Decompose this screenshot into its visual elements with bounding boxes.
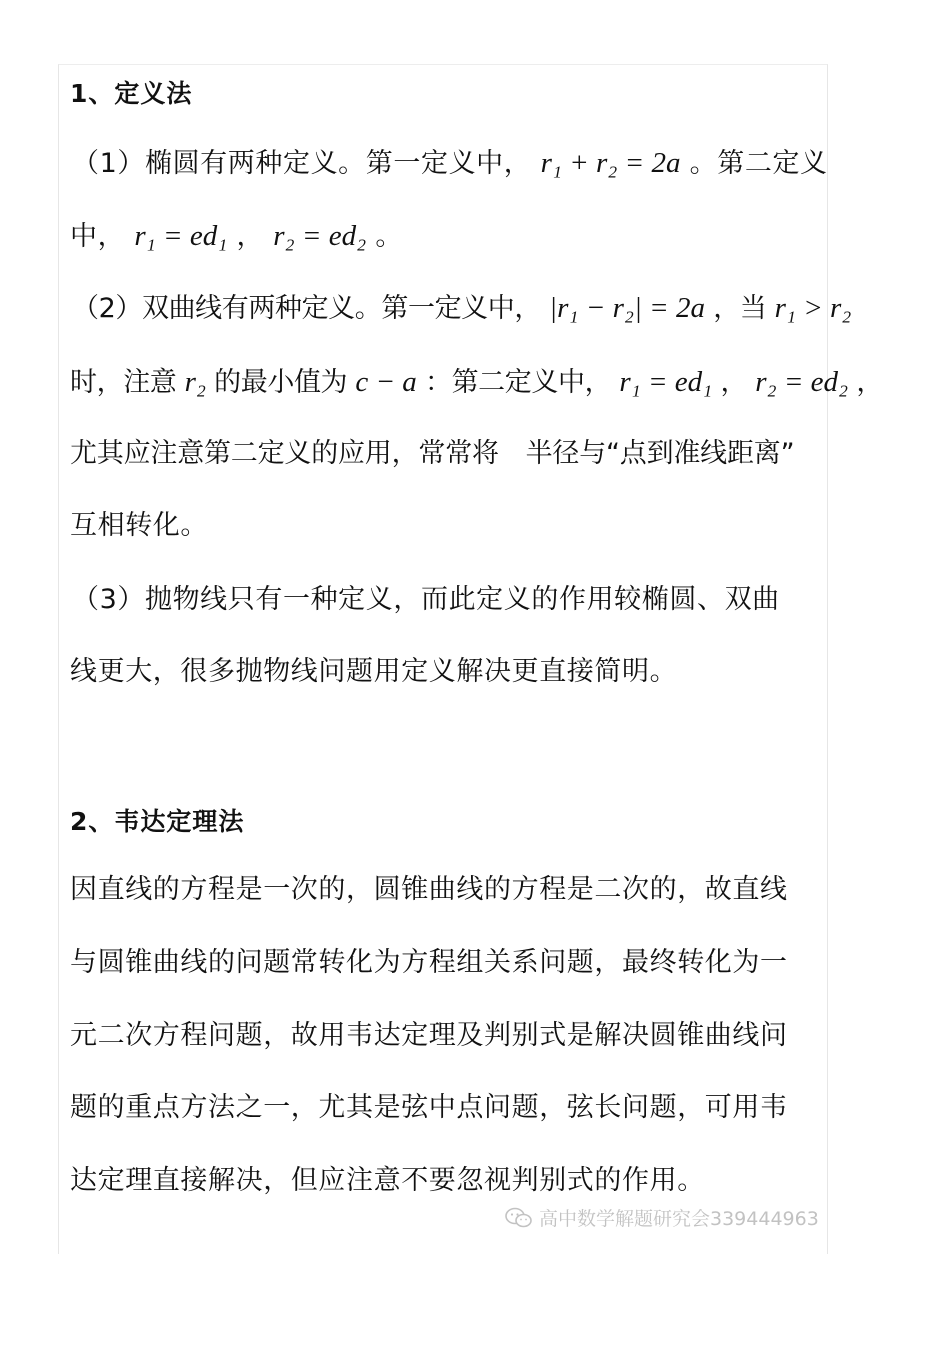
r2-variable: r₂	[184, 366, 206, 398]
section-1-heading: 1、定义法	[70, 79, 193, 108]
ellipse-first-definition-formula: r₁ + r₂ = 2a	[540, 147, 681, 179]
p2-line-2-prefix: 时，注意	[70, 367, 177, 398]
p2-line-1-mid: ，当	[713, 293, 767, 324]
p3-line-1: （3）抛物线只有一种定义，而此定义的作用较椭圆、双曲	[72, 584, 780, 615]
ellipse-second-definition-formula-b: r₂ = ed₂	[273, 220, 367, 252]
wechat-icon	[505, 1207, 533, 1229]
ellipse-second-definition-formula-a: r₁ = ed₁	[134, 220, 228, 252]
p2-line-2-sep: ，	[720, 367, 748, 398]
section-2-heading: 2、韦达定理法	[70, 807, 245, 836]
p2-line-2-suffix: ，	[856, 367, 883, 398]
hyperbola-first-definition-formula: |r₁ − r₂| = 2a	[549, 292, 705, 324]
p2-line-2-mid2: ：第二定义中，	[424, 367, 612, 398]
p1-line-1	[72, 145, 828, 182]
s2-line-5: 达定理直接解决，但应注意不要忽视判别式的作用。	[70, 1165, 705, 1196]
p1-line-1-suffix: 。第二定义	[689, 148, 828, 179]
s2-line-1: 因直线的方程是一次的，圆锥曲线的方程是二次的，故直线	[70, 874, 788, 905]
p1-line-2	[70, 218, 403, 255]
watermark	[505, 1204, 819, 1231]
p2-line-3: 尤其应注意第二定义的应用，常常将 半径与“点到准线距离”	[70, 438, 795, 469]
p1-line-2-sep: ，	[236, 221, 265, 252]
p2-line-1	[72, 290, 851, 327]
hyperbola-second-definition-formula-b: r₂ = ed₂	[755, 366, 849, 398]
p2-line-1-prefix: （2）双曲线有两种定义。第一定义中，	[72, 293, 541, 324]
watermark-text: 高中数学解题研究会339444963	[539, 1208, 819, 1230]
p1-line-2-prefix: 中，	[70, 221, 126, 252]
hyperbola-second-definition-formula-a: r₁ = ed₁	[619, 366, 713, 398]
p3-line-2: 线更大，很多抛物线问题用定义解决更直接简明。	[70, 656, 678, 687]
min-value-formula: c − a	[355, 366, 417, 398]
p1-line-2-suffix: 。	[375, 221, 403, 252]
p2-line-2	[70, 364, 883, 401]
s2-line-4: 题的重点方法之一，尤其是弦中点问题，弦长问题，可用韦	[70, 1092, 788, 1123]
s2-line-2: 与圆锥曲线的问题常转化为方程组关系问题，最终转化为一	[70, 947, 788, 978]
p2-line-2-mid: 的最小值为	[214, 367, 348, 398]
hyperbola-condition-formula: r₁ > r₂	[774, 292, 852, 324]
p2-line-4: 互相转化。	[70, 510, 208, 541]
p1-line-1-prefix: （1）椭圆有两种定义。第一定义中，	[72, 148, 532, 179]
s2-line-3: 元二次方程问题，故用韦达定理及判别式是解决圆锥曲线问	[70, 1020, 788, 1051]
